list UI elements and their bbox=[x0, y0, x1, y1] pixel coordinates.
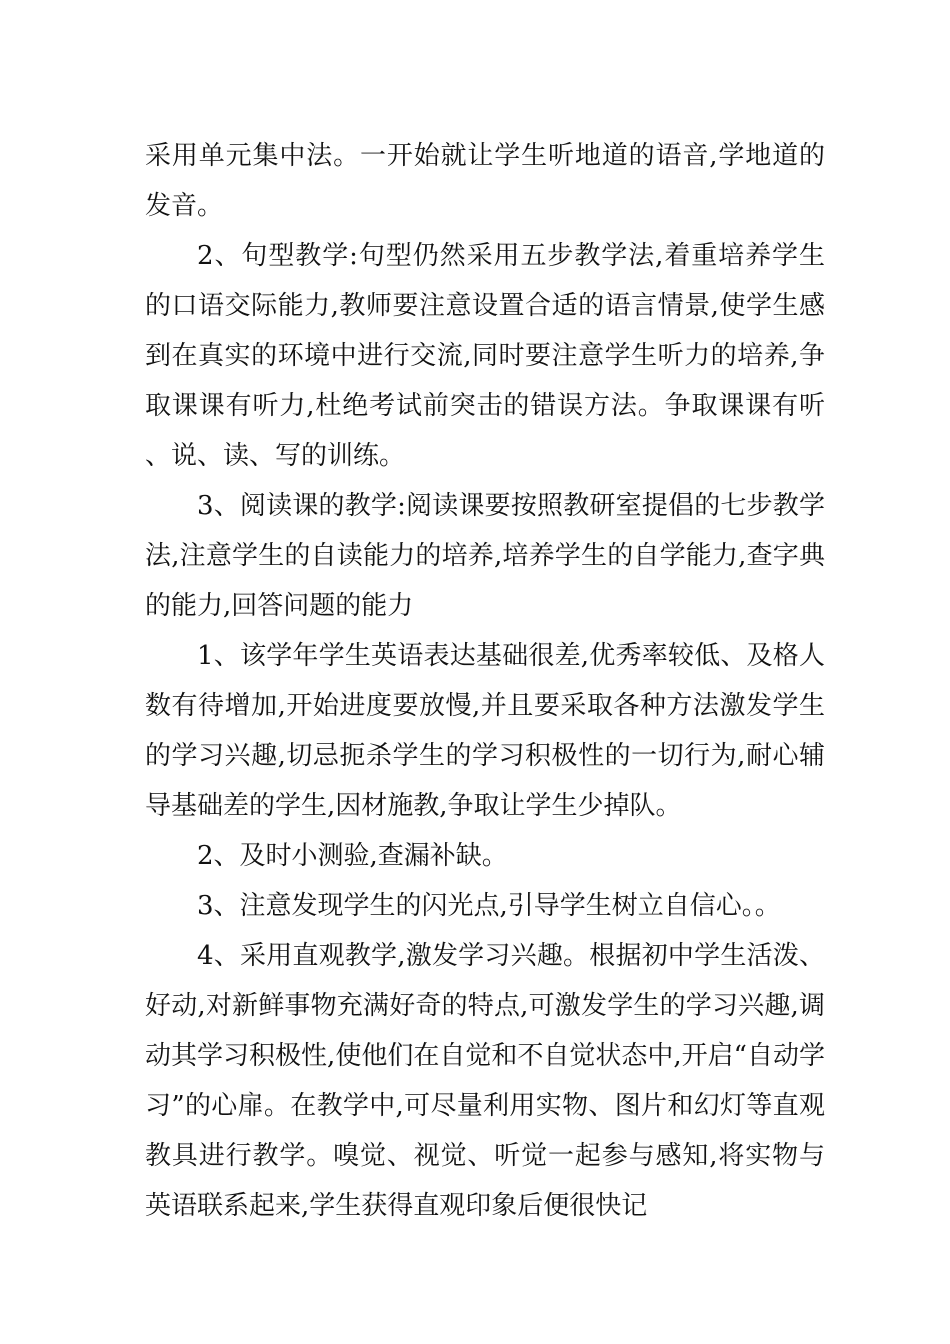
paragraph-quizzes: 2、及时小测验,查漏补缺。 bbox=[197, 841, 508, 871]
document-body bbox=[145, 131, 825, 1231]
paragraph-confidence: 3、注意发现学生的闪光点,引导学生树立自信心。。 bbox=[197, 891, 781, 921]
paragraph-sentence-pattern-teaching: 2、句型教学:句型仍然采用五步教学法,着重培养学生的口语交际能力,教师要注意设置合适的语言情景,使学生感到在真实的环境中进行交流,同时要注意学生听力的培养,争取课课有听力,杜绝考试前突击的错误方法。争取课课有听、说、读、写的训练。 bbox=[145, 241, 825, 471]
paragraph-reading-teaching: 3、阅读课的教学:阅读课要按照教研室提倡的七步教学法,注意学生的自读能力的培养,培养学生的自学能力,查字典的能力,回答问题的能力 bbox=[145, 491, 825, 621]
paragraph-continuation: 采用单元集中法。一开始就让学生听地道的语音,学地道的发音。 bbox=[145, 141, 825, 221]
paragraph-student-foundation: 1、该学年学生英语表达基础很差,优秀率较低、及格人数有待增加,开始进度要放慢,并且要采取各种方法激发学生的学习兴趣,切忌扼杀学生的学习积极性的一切行为,耐心辅导基础差的学生,因材施教,争取让学生少掉队。 bbox=[145, 641, 825, 821]
paragraph-visual-teaching: 4、采用直观教学,激发学习兴趣。根据初中学生活泼、好动,对新鲜事物充满好奇的特点,可激发学生的学习兴趣,调动其学习积极性,使他们在自觉和不自觉状态中,开启“自动学习”的心扉。在教学中,可尽量利用实物、图片和幻灯等直观教具进行教学。嗅觉、视觉、听觉一起参与感知,将实物与英语联系起来,学生获得直观印象后便很快记 bbox=[145, 941, 825, 1221]
